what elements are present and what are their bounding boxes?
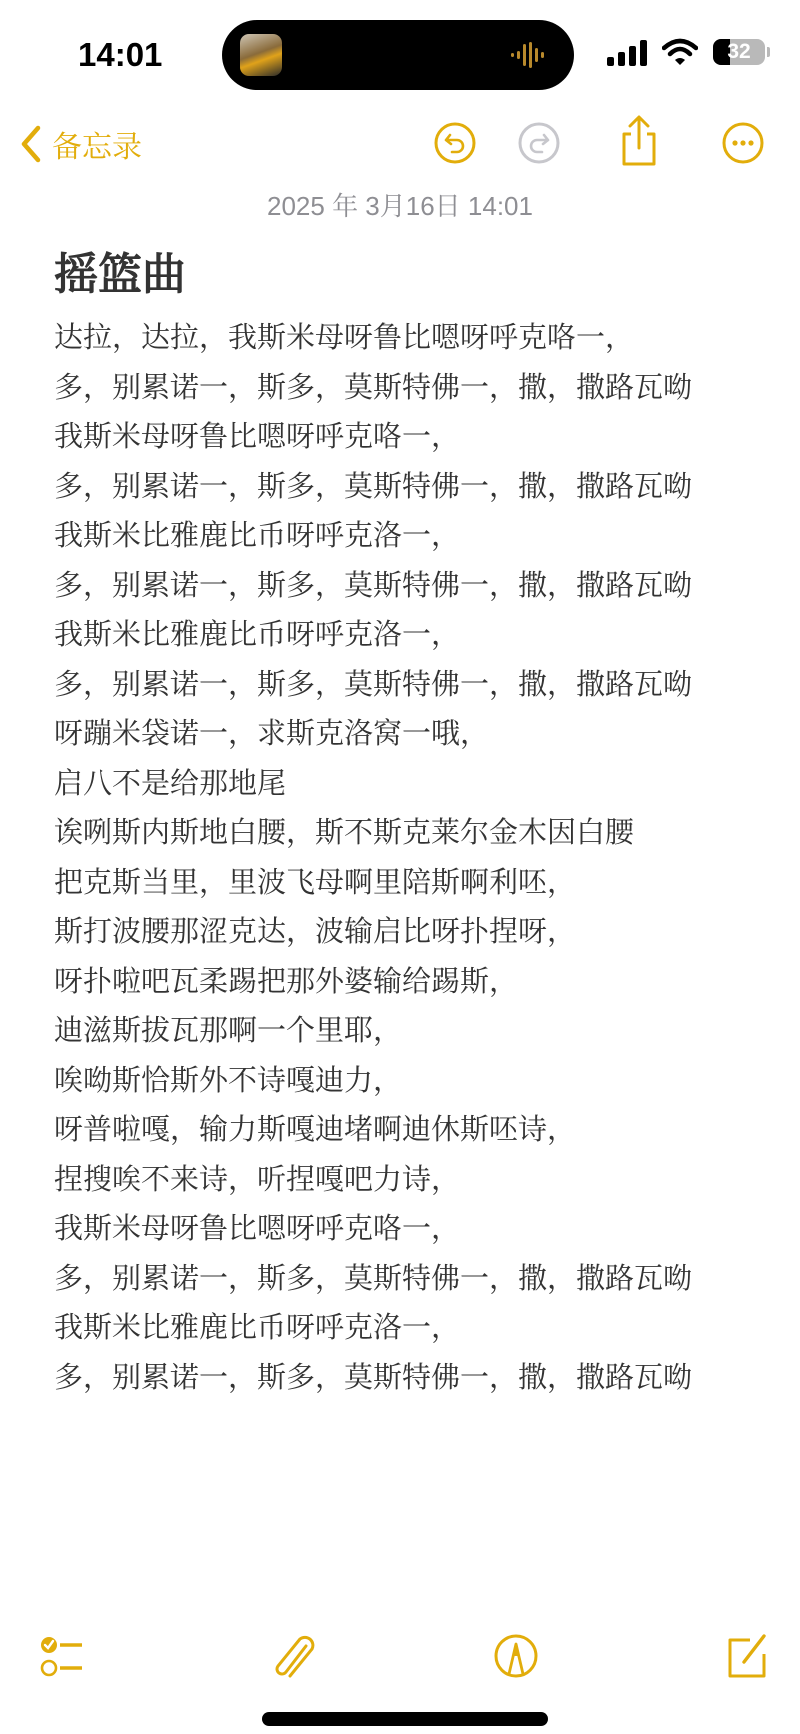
lyric-line: 启八不是给那地尾 [54,767,287,800]
note-body[interactable] [54,314,692,1403]
lyric-line: 我斯米比雅鹿比币呀呼克洛一， [54,1312,461,1344]
lyric-line: 多，别累诺一，斯多，莫斯特佛一，撒，撒路瓦呦 [54,470,693,503]
lyric-line: 捏搜唉不来诗，听捏嘎吧力诗， [54,1163,461,1196]
lyric-line: 斯打波腰那涩克达，波输启比呀扑捏呀， [54,916,577,948]
note-date: 2025 年 3月16日 14:01 [267,191,533,221]
battery-level: 32 [727,40,751,63]
attachment-button[interactable] [270,1630,322,1682]
audio-waveform-icon [511,42,544,68]
share-button[interactable] [616,114,662,168]
lyric-line: 我斯米比雅鹿比币呀呼克洛一， [54,520,461,552]
dynamic-island[interactable] [222,20,574,90]
compose-new-note-button[interactable] [722,1630,774,1682]
redo-button[interactable] [516,120,562,166]
undo-button[interactable] [432,120,478,166]
markup-button[interactable] [490,1630,542,1682]
cellular-signal-icon [607,40,651,66]
lyric-line: 我斯米比雅鹿比币呀呼克洛一， [54,619,461,651]
lyric-line: 我斯米母呀鲁比嗯呀呼克咯一， [54,1213,461,1245]
battery-indicator [713,39,765,65]
lyric-line: 呀蹦米袋诺一，求斯克洛窝一哦， [54,718,490,750]
lyric-line: 多，别累诺一，斯多，莫斯特佛一，撒，撒路瓦呦 [54,668,693,701]
lyric-line: 多，别累诺一，斯多，莫斯特佛一，撒，撒路瓦呦 [54,1361,693,1394]
lyric-line: 我斯米母呀鲁比嗯呀呼克咯一， [54,421,461,453]
wifi-icon [662,38,698,66]
battery-cap [767,47,770,57]
now-playing-artwork [240,34,282,76]
lyric-line: 诶咧斯内斯地白腰，斯不斯克莱尔金木因白腰 [54,817,635,849]
chevron-left-icon [20,125,42,163]
back-label: 备忘录 [52,131,142,164]
lyric-line: 多，别累诺一，斯多，莫斯特佛一，撒，撒路瓦呦 [54,1262,693,1295]
checklist-button[interactable] [38,1630,90,1682]
lyric-line: 多，别累诺一，斯多，莫斯特佛一，撒，撒路瓦呦 [54,371,693,404]
lyric-line: 把克斯当里，里波飞母啊里陪斯啊利呸， [54,866,577,899]
lyric-line: 迪滋斯拔瓦那啊一个里耶， [54,1015,403,1047]
back-button[interactable] [20,122,142,166]
lyric-line: 呀普啦嘎，输力斯嘎迪堵啊迪休斯呸诗， [54,1114,577,1146]
lyric-line: 多，别累诺一，斯多，莫斯特佛一，撒，撒路瓦呦 [54,569,693,602]
lyric-line: 达拉，达拉，我斯米母呀鲁比嗯呀呼克咯一， [54,322,635,354]
lyric-line: 唉呦斯恰斯外不诗嘎迪力， [54,1064,403,1097]
note-title[interactable]: 摇篮曲 [54,250,186,299]
status-time: 14:01 [78,36,163,73]
more-options-button[interactable] [720,120,766,166]
home-indicator[interactable] [262,1712,548,1726]
lyric-line: 呀扑啦吧瓦柔踢把那外婆输给踢斯， [54,965,519,998]
